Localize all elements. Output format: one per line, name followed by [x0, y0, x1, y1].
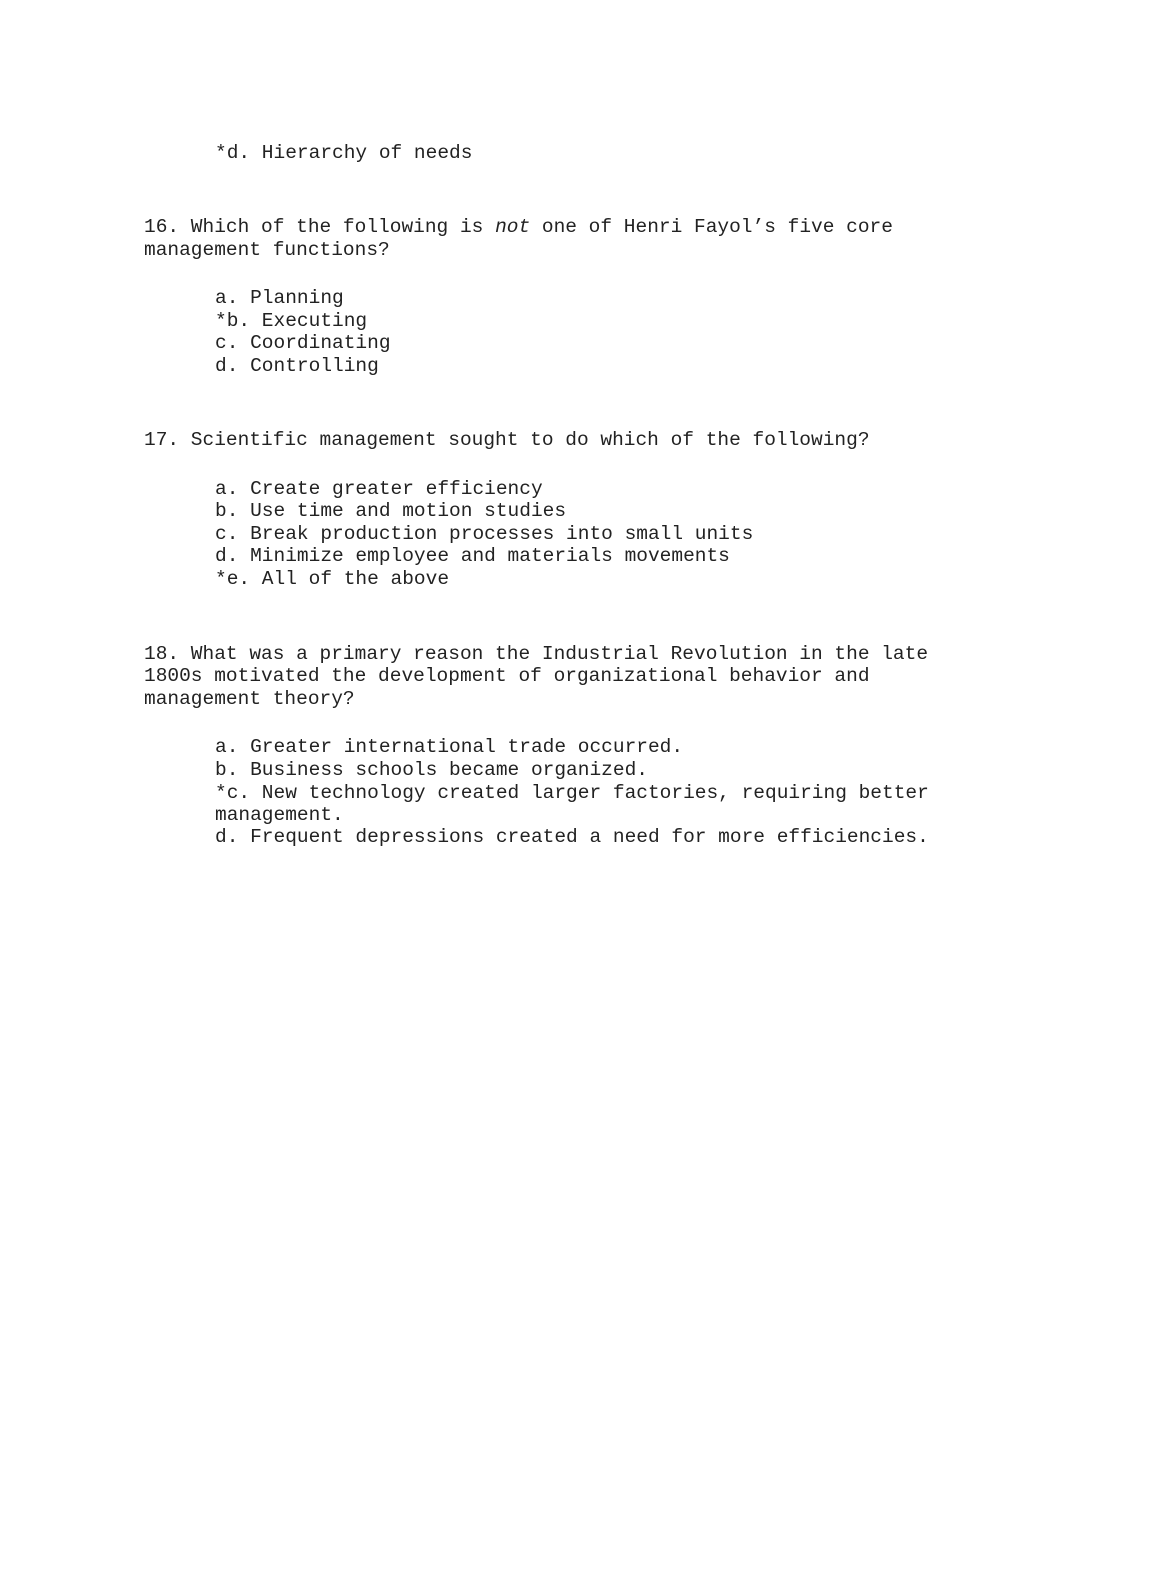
question-17-option-d: d. Minimize employee and materials movements	[215, 545, 730, 567]
question-18-line-2: 1800s motivated the development of organizational behavior and	[144, 665, 870, 687]
question-18-line-3: management theory?	[144, 688, 355, 710]
question-18-option-c-continued: management.	[215, 804, 344, 826]
question-18-option-a: a. Greater international trade occurred.	[215, 736, 684, 758]
question-18-option-b: b. Business schools became organized.	[215, 759, 648, 781]
question-16-line-2: management functions?	[144, 239, 390, 261]
question-16-option-d: d. Controlling	[215, 355, 379, 377]
carryover-option-d: *d. Hierarchy of needs	[215, 142, 473, 164]
question-16-text-post: one of Henri Fayol’s five core	[530, 216, 893, 238]
question-17-option-a: a. Create greater efficiency	[215, 478, 543, 500]
question-17-option-b: b. Use time and motion studies	[215, 500, 567, 522]
question-18-line-1: 18. What was a primary reason the Industrial Revolution in the late	[144, 643, 929, 665]
question-16-text-pre: 16. Which of the following is	[144, 216, 496, 238]
question-16-emphasis: not	[495, 216, 531, 238]
question-17-option-c: c. Break production processes into small units	[215, 523, 754, 545]
question-16-option-a: a. Planning	[215, 287, 344, 309]
question-17-line-1: 17. Scientific management sought to do which of the following?	[144, 429, 870, 451]
question-17-option-e: *e. All of the above	[215, 568, 450, 590]
question-18-option-c: *c. New technology created larger factories, requiring better	[215, 782, 929, 804]
question-16-option-b: *b. Executing	[215, 310, 368, 332]
question-16-option-c: c. Coordinating	[215, 332, 391, 354]
question-16-line-1	[144, 216, 893, 239]
question-18-option-d: d. Frequent depressions created a need for more efficiencies.	[215, 826, 929, 848]
